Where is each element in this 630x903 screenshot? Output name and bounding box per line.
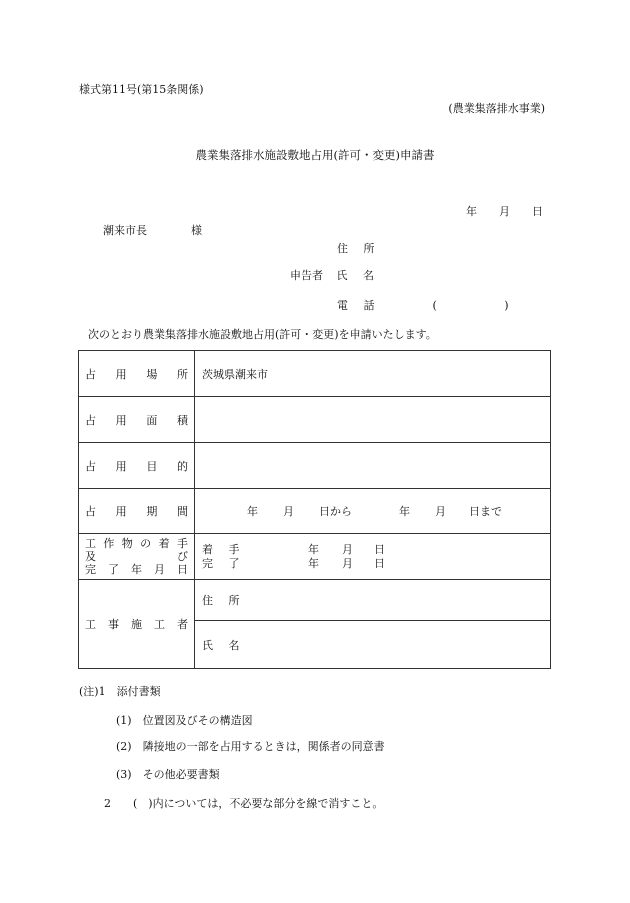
- label-char: 工: [85, 618, 96, 631]
- label-char: の: [140, 537, 152, 550]
- row-contractor: [79, 580, 550, 668]
- note-item-3: (3) その他必要書類: [116, 768, 220, 781]
- row-location: [79, 351, 550, 397]
- label-contractor: [79, 580, 195, 668]
- label-char: 月: [154, 563, 165, 576]
- value-period[interactable]: [195, 489, 550, 533]
- label-area: [79, 397, 195, 442]
- intro-text: 次のとおり農業集落排水施設敷地占用(許可・変更)を申請いたします。: [88, 328, 437, 341]
- label-period: [79, 489, 195, 533]
- phone-paren: ( ): [432, 299, 541, 312]
- label-char: 年: [131, 563, 142, 576]
- label-char: 占: [85, 367, 96, 381]
- contractor-name-label: 氏 名: [202, 638, 246, 652]
- period-from-year: 年: [247, 505, 258, 518]
- page-title: 農業集落排水施設敷地占用(許可・変更)申請書: [195, 148, 435, 162]
- label-char: 所: [176, 367, 188, 381]
- finish-label: 完 了: [202, 556, 246, 570]
- label-char: 占: [85, 413, 96, 427]
- form-number: 様式第11号(第15条関係): [79, 83, 204, 96]
- value-construction-dates[interactable]: [195, 534, 550, 579]
- label-char: 着: [158, 537, 170, 550]
- label-char: 事: [108, 618, 119, 631]
- label-char: 面: [146, 413, 158, 427]
- label-char: 間: [176, 505, 188, 518]
- note-item-1: (1) 位置図及びその構造図: [116, 714, 253, 727]
- address-label: 住 所: [337, 242, 381, 255]
- finish-year: 年: [308, 556, 319, 570]
- label-char: 目: [146, 459, 158, 473]
- label-char: 用: [115, 413, 127, 427]
- date-day: 日: [532, 205, 543, 218]
- contractor-name-field[interactable]: [195, 621, 550, 668]
- label-char: 手: [176, 537, 188, 550]
- label-char: 場: [146, 367, 158, 381]
- addressee-name: 潮来市長: [103, 224, 147, 237]
- label-char: 作: [103, 537, 115, 550]
- value-location[interactable]: 茨城県潮来市: [202, 367, 268, 381]
- note-item-2: (2) 隣接地の一部を占用するときは，関係者の同意書: [116, 740, 385, 753]
- start-year: 年: [308, 542, 319, 556]
- period-to-day: 日まで: [469, 505, 502, 518]
- finish-date-line: [202, 557, 502, 571]
- note-2: 2 ( )内については，不必要な部分を線で消すこと。: [104, 797, 384, 810]
- contractor-address-label: 住 所: [202, 594, 246, 607]
- row-construction-dates: [79, 534, 550, 580]
- label-char: 用: [115, 505, 127, 518]
- project-name: (農業集落排水事業): [448, 102, 545, 115]
- label-char: 者: [177, 618, 188, 631]
- applicant-address-label: [337, 240, 393, 256]
- label-char: 積: [176, 413, 188, 427]
- finish-month: 月: [342, 556, 353, 570]
- period-from-day: 日から: [319, 505, 352, 518]
- period-from-month: 月: [283, 505, 294, 518]
- label-char: 的: [176, 459, 188, 473]
- applicant-role-label: 申告者: [290, 269, 323, 282]
- label-char: 用: [115, 459, 127, 473]
- contractor-address-field[interactable]: [195, 580, 550, 621]
- start-month: 月: [342, 542, 353, 556]
- label-char: 工: [85, 537, 96, 550]
- period-to-month: 月: [435, 505, 446, 518]
- label-purpose: [79, 443, 195, 488]
- start-date-line: [202, 543, 502, 557]
- row-area: [79, 397, 550, 443]
- label-char: 施: [131, 618, 142, 631]
- finish-day: 日: [374, 556, 385, 570]
- date-year: 年: [466, 205, 477, 218]
- label-char: 完: [85, 563, 96, 576]
- notes-heading: (注)1 添付書類: [79, 685, 161, 698]
- period-to-year: 年: [399, 505, 410, 518]
- start-day: 日: [374, 542, 385, 556]
- label-location: [79, 351, 195, 396]
- application-table: [78, 350, 551, 669]
- applicant-name-row: [290, 267, 393, 283]
- addressee: [103, 222, 202, 238]
- label-char: 了: [108, 563, 119, 576]
- label-char: 期: [146, 505, 158, 518]
- applicant-name-label: 氏 名: [336, 269, 380, 282]
- label-char: 日: [177, 563, 188, 576]
- date-month: 月: [499, 205, 510, 218]
- application-date: [466, 203, 543, 219]
- label-char: 占: [85, 505, 96, 518]
- row-period: [79, 489, 550, 534]
- label-char: び: [177, 550, 188, 563]
- applicant-phone-row: [337, 297, 541, 313]
- addressee-honorific: 様: [191, 224, 202, 237]
- value-purpose[interactable]: [195, 443, 550, 488]
- label-char: 工: [154, 618, 165, 631]
- label-construction-dates: [79, 534, 195, 579]
- label-char: 用: [115, 367, 127, 381]
- label-char: 占: [85, 459, 96, 473]
- phone-label: 電 話: [337, 299, 381, 312]
- value-area[interactable]: [195, 397, 550, 442]
- row-purpose: [79, 443, 550, 489]
- label-char: 及: [85, 550, 96, 563]
- start-label: 着 手: [202, 542, 246, 556]
- label-char: 物: [121, 537, 133, 550]
